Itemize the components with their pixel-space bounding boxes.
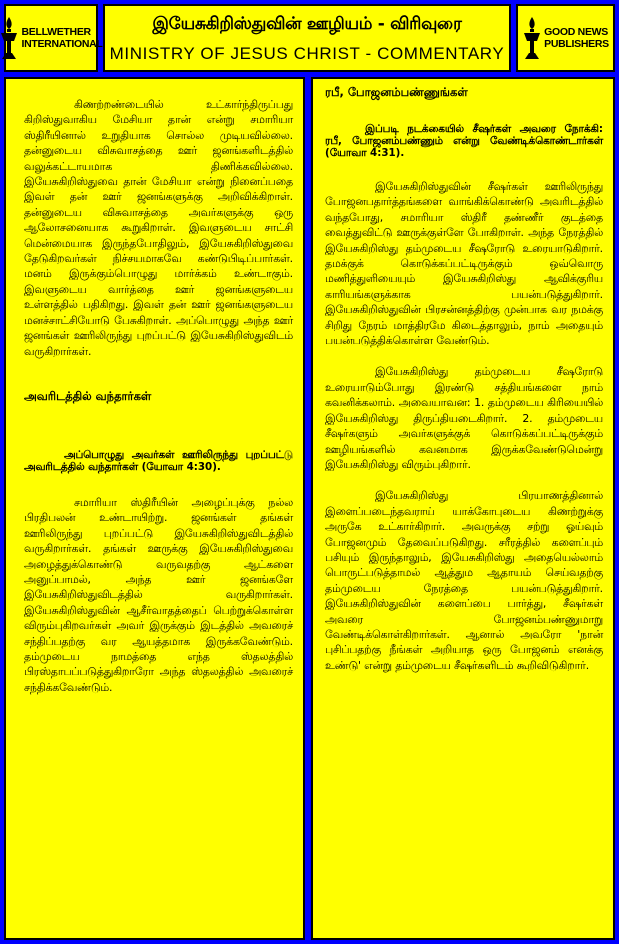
left-column xyxy=(4,77,305,940)
lamp-icon xyxy=(0,15,19,61)
right-logo-line2: PUBLISHERS xyxy=(544,38,609,50)
title-english: MINISTRY OF JESUS CHRIST - COMMENTARY xyxy=(109,44,505,63)
right-heading: ரபீ, போஜனம்பண்ணுங்கள் xyxy=(325,85,468,99)
right-paragraph-3: இயேசுகிறிஸ்து பிரயாணத்தினால் இளைப்படைந்தவராய் யாக்கோபுடைய கிணற்றுக்கு அருகே உட்கார்கிறார். அவருக்கு சற்று ஓய்வும் போஜனமும் தேவைப்படுகிறது. சரீரத்தில் களைப்பும் பசியும் இருந்தாலும், இயேசுகிறிஸ்து அதையெல்லாம் பொருட்படுத்தாமல் ஆத்தும ஆதாயம் செய்வதற்கு தம்முடைய நேரத்தை பயன்படுத்துகிறார். இயேசுகிறிஸ்துவின் களைப்பை பார்த்து, சீஷர்கள் அவரை போஜனம்பண்ணுமாறு வேண்டிக்கொள்கிறார்கள். ஆனால் அவரோ 'நான் புசிப்பதற்கு நீங்கள் அறியாத ஒரு போஜனம் எனக்கு உண்டு' என்று தம்முடைய சீஷர்களிடம் கூறிவிடுகிறார். xyxy=(325,489,603,672)
bellwether-logo xyxy=(4,4,103,72)
left-logo-line2: INTERNATIONAL xyxy=(21,38,103,50)
right-paragraph-1: இயேசுகிறிஸ்துவின் சீஷர்கள் ஊரிலிருந்து போஜனபதார்த்தங்களை வாங்கிக்கொண்டு அவரிடத்தில் வந்தபோது, சமாரியா ஸ்திரீ தண்ணீர் குடத்தை வைத்துவிட்டு ஊருக்குள்ளே போகிறாள். அந்த நேரத்தில் இயேசுகிறிஸ்து தம்முடைய சீஷரோடு உரையாடுகிறார். தமக்குக் கொடுக்கப்பட்டிருக்கும் ஒவ்வொரு மணித்துளியையும் இயேசுகிறிஸ்து ஆவிக்குரிய காரியங்களுக்காக பயன்படுத்துகிறார். இயேசுகிறிஸ்துவின் பிரசன்னத்திற்கு முன்பாக வர நமக்கு சிறிது நேரம் மாத்திரமே கிடைத்தாலும், நாம் அதையும் பயன்படுத்திக்கொள்ள வேண்டும். xyxy=(325,180,603,348)
page-header xyxy=(103,4,511,72)
right-paragraph-2: இயேசுகிறிஸ்து தம்முடைய சீஷரோடு உரையாடும்போது இரண்டு சத்தியங்களை நாம் கவனிக்கலாம். அவையாவன: 1. தம்முடைய கிரியையில் இயேசுகிறிஸ்து திருப்தியடைகிறார். 2. தம்முடைய சீஷர்களும் அவர்களுக்குக் கொடுக்கப்பட்டிருக்கும் ஊழியங்களில் கவனமாக இருக்கவேண்டுமென்று இயேசுகிறிஸ்து விரும்புகிறார். xyxy=(325,365,603,471)
left-logo-line1: BELLWETHER xyxy=(21,26,91,38)
good-news-logo xyxy=(516,4,615,72)
left-heading: அவரிடத்தில் வந்தார்கள் xyxy=(24,388,152,403)
left-verse: அப்பொழுது அவர்கள் ஊரிலிருந்து புறப்பட்டு அவரிடத்தில் வந்தார்கள் (யோவா 4:30). xyxy=(24,448,293,473)
right-verse: இப்படி நடக்கையில் சீஷர்கள் அவரை நோக்கி: ரபீ, போஜனம்பண்ணும் என்று வேண்டிக்கொண்டார்கள் (யோவா 4:31). xyxy=(325,123,603,159)
right-column xyxy=(311,77,615,940)
left-paragraph-1: கிணற்றண்டையில் உட்கார்ந்திருப்பது கிறிஸ்துவாகிய மேசியா தான் என்று சமாரியா ஸ்திரீயினால் உறுதியாக சொல்ல முடியவில்லை. தன்னுடைய விசுவாசத்தை ஊர் ஜனங்களிடத்தில் வலுக்கட்டாயமாக திணிக்கவில்லை. இயேசுகிறிஸ்துவை தான் மேசியா என்று நினைப்பதை இவள் தன் ஊர் ஜனங்களுக்கு அறிவிக்கிறாள். தன்னுடைய விசுவாசத்தை அவர்களுக்கு ஒரு ஆலோசனையாக கூறுகிறாள். இவளுடைய சாட்சி மென்மையாக இருந்தபோதிலும், இயேசுகிறிஸ்துவை தேடுகிறவர்கள் நிச்சயமாகவே கண்டுபிடிப்பார்கள். மனம் இருக்கும்பொழுது மார்க்கம் உண்டாகும். இவளுடைய வார்த்தை ஊர் ஜனங்களுடைய உள்ளத்தில் பதிகிறது. இவள் தன் ஊர் ஜனங்களுடைய மனச்சாட்சியோடு பேசுகிறாள். அப்பொழுது அந்த ஊர் ஜனங்கள் ஊரிலிருந்து புறப்பட்டு இயேசுகிறிஸ்துவிடம் வருகிறார்கள். xyxy=(24,98,293,358)
right-logo-line1: GOOD NEWS xyxy=(544,26,608,38)
left-paragraph-2: சமாரியா ஸ்திரீயின் அழைப்புக்கு நல்ல பிரதிபலன் உண்டாயிற்று. ஜனங்கள் தங்கள் ஊரிலிருந்து புறப்பட்டு இயேசுகிறிஸ்துவிடத்தில் வருகிறார்கள். தங்கள் ஊருக்கு இயேசுகிறிஸ்துவை அழைத்துக்கொண்டு வருவதற்கு ஆட்களை அனுப்பாமல், அந்த ஊர் ஜனங்களே இயேசுகிறிஸ்துவிடத்தில் வருகிறார்கள். இயேசுகிறிஸ்துவின் ஆசீர்வாதத்தைப் பெற்றுக்கொள்ள விரும்புகிறவர்கள் அவர் இருக்கும் இடத்தில் அவரைச் சந்திப்பதற்கு வர ஆயத்தமாக இருக்கவேண்டும். தம்முடைய நாமத்தை எந்த ஸ்தலத்தில் பிரஸ்தாபப்படுத்துகிறாரோ அந்த ஸ்தலத்தில் அவரைச் சந்திக்கவேண்டும். xyxy=(24,495,293,694)
title-tamil: இயேசுகிறிஸ்துவின் ஊழியம் - விரிவுரை xyxy=(152,14,462,34)
lamp-icon xyxy=(522,15,542,61)
